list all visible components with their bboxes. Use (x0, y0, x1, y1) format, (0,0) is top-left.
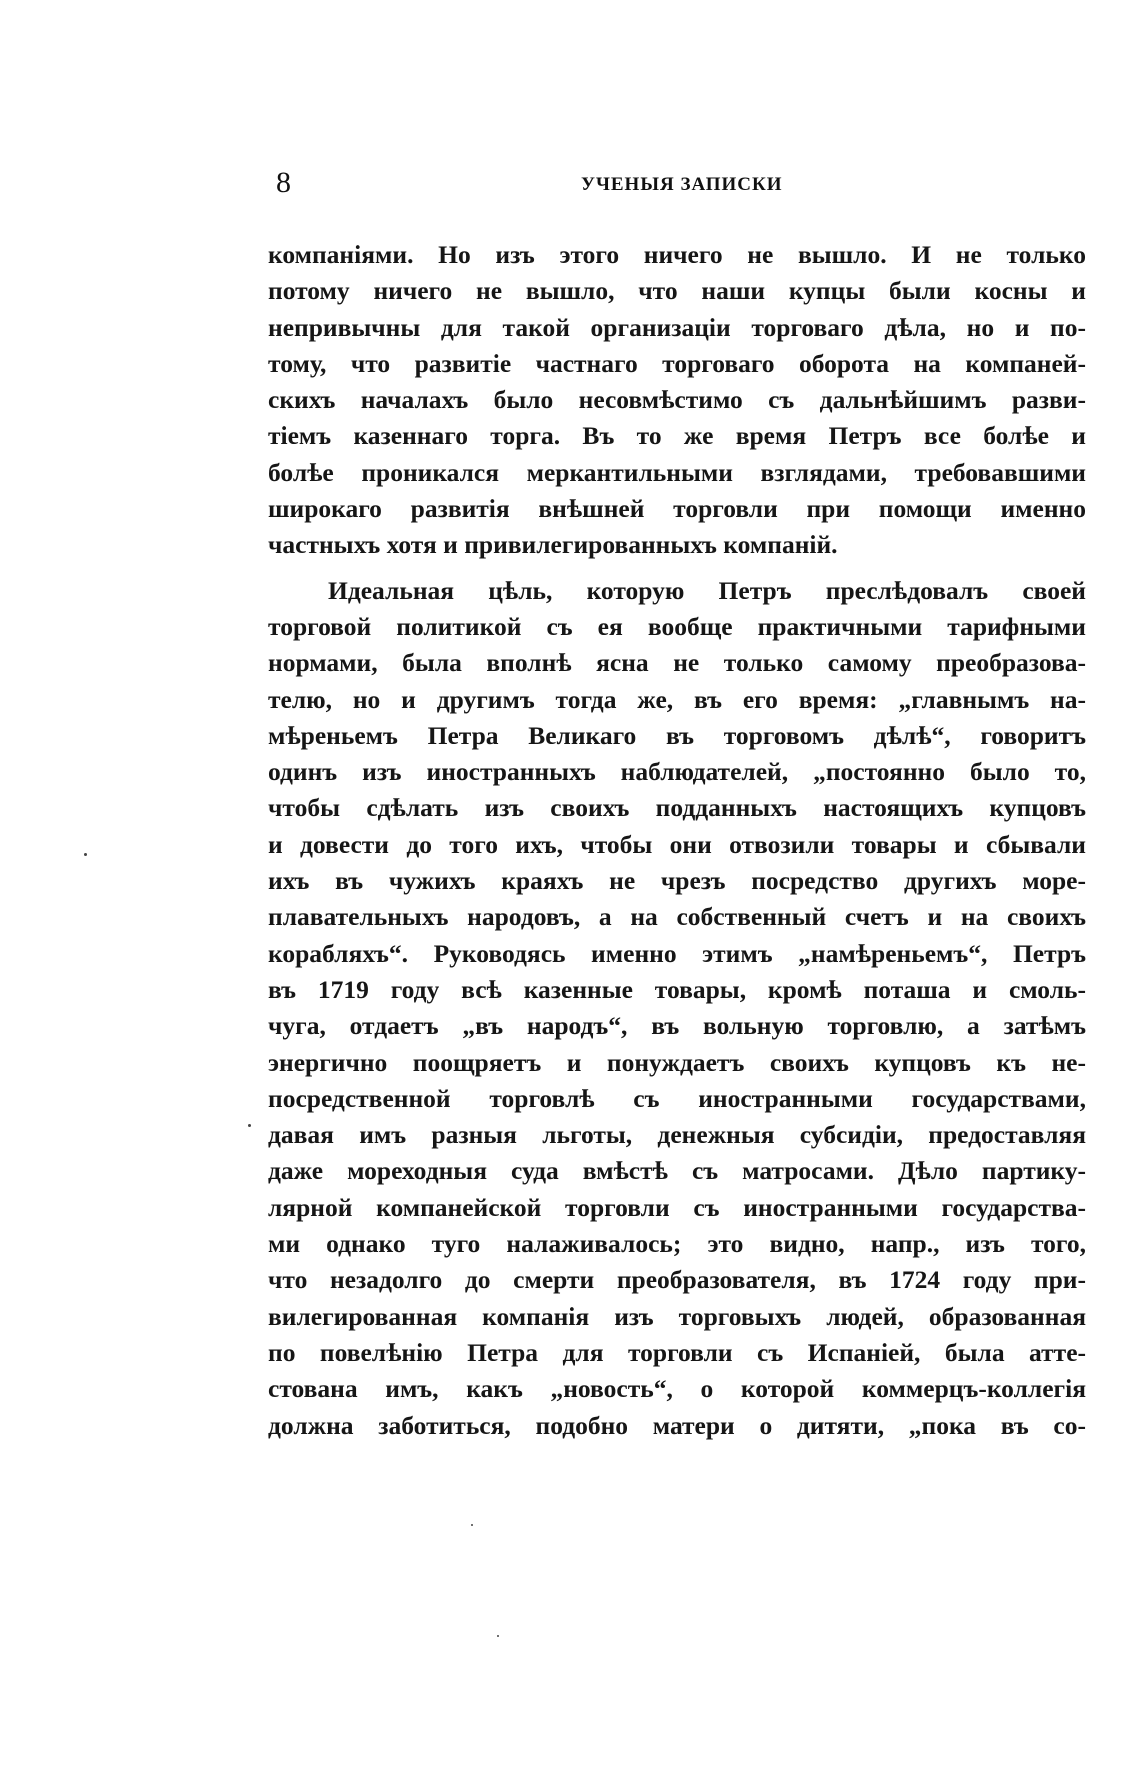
text-line: потому ничего не вышло, что наши купцы были косны и (268, 276, 1086, 306)
text-line: ихъ въ чужихъ краяхъ не чрезъ посредство другихъ море- (268, 866, 1086, 896)
text-line: корабляхъ“. Руководясь именно этимъ „намѣреньемъ“, Петръ (268, 938, 1086, 968)
text-line: нормами, была вполнѣ ясна не только самому преобразова- (268, 648, 1086, 678)
text-line: непривычны для такой организаціи торговаго дѣла, но и по- (268, 312, 1086, 342)
text-line: лярной компанейской торговли съ иностранными государства- (268, 1192, 1086, 1222)
scan-speck (497, 1635, 499, 1637)
text-line: должна заботиться, подобно матери о дитяти, „пока въ со- (268, 1410, 1086, 1440)
text-line: тіемъ казеннаго торга. Въ то же время Петръ все болѣе и (268, 421, 1086, 451)
body-text (268, 237, 1086, 1444)
text-line: чтобы сдѣлать изъ своихъ подданныхъ настоящихъ купцовъ (268, 793, 1086, 823)
page-header (276, 165, 1088, 205)
scan-speck (84, 853, 87, 856)
text-line: компаніями. Но изъ этого ничего не вышло. И не только (268, 240, 1086, 269)
page-number: 8 (276, 166, 291, 199)
text-line: плавательныхъ народовъ, а на собственный счетъ и на своихъ (268, 902, 1086, 932)
text-line: ми однако туго налаживалось; это видно, напр., изъ того, (268, 1229, 1086, 1259)
text-line: энергично поощряетъ и понуждаетъ своихъ купцовъ къ не- (268, 1047, 1086, 1077)
scan-speck (248, 1124, 251, 1127)
text-line: болѣе проникался меркантильными взглядами, требовавшими (268, 457, 1086, 487)
text-line: одинъ изъ иностранныхъ наблюдателей, „постоянно было то, (268, 757, 1086, 787)
text-line: чуга, отдаетъ „въ народъ“, въ вольную торговлю, а затѣмъ (268, 1011, 1086, 1041)
text-line: стована имъ, какъ „новость“, о которой коммерцъ-коллегія (268, 1374, 1086, 1404)
text-line: тому, что развитіе частнаго торговаго оборота на компаней- (268, 348, 1086, 378)
text-line: посредственной торговлѣ съ иностранными государствами, (268, 1083, 1086, 1113)
text-line: даже мореходныя суда вмѣстѣ съ матросами. Дѣло партику- (268, 1156, 1086, 1186)
running-head: УЧЕНЫЯ ЗАПИСКИ (581, 174, 783, 195)
text-line: частныхъ хотя и привилегированныхъ компаній. (268, 530, 838, 560)
paragraph-gap (268, 564, 1086, 573)
text-line: мѣреньемъ Петра Великаго въ торговомъ дѣлѣ“, говоритъ (268, 720, 1086, 750)
text-line: торговой политикой съ ея вообще практичными тарифными (268, 611, 1086, 641)
text-line: и довести до того ихъ, чтобы они отвозили товары и сбывали (268, 829, 1086, 859)
text-line: телю, но и другимъ тогда же, въ его время: „главнымъ на- (268, 684, 1086, 714)
text-line: что незадолго до смерти преобразователя, въ 1724 году при- (268, 1265, 1086, 1295)
text-line: Идеальная цѣль, которую Петръ преслѣдовалъ своей (328, 575, 1086, 605)
text-line: давая имъ разныя льготы, денежныя субсидіи, предоставляя (268, 1120, 1086, 1150)
text-line: скихъ началахъ было несовмѣстимо съ дальнѣйшимъ разви- (268, 385, 1086, 415)
scan-speck (471, 1524, 473, 1526)
text-line: въ 1719 году всѣ казенные товары, кромѣ поташа и смоль- (268, 974, 1086, 1004)
text-line: по повелѣнію Петра для торговли съ Испаніей, была аттe- (268, 1337, 1086, 1367)
text-line: широкаго развитія внѣшней торговли при помощи именно (268, 494, 1086, 524)
text-line: вилегированная компанія изъ торговыхъ людей, образованная (268, 1301, 1086, 1331)
